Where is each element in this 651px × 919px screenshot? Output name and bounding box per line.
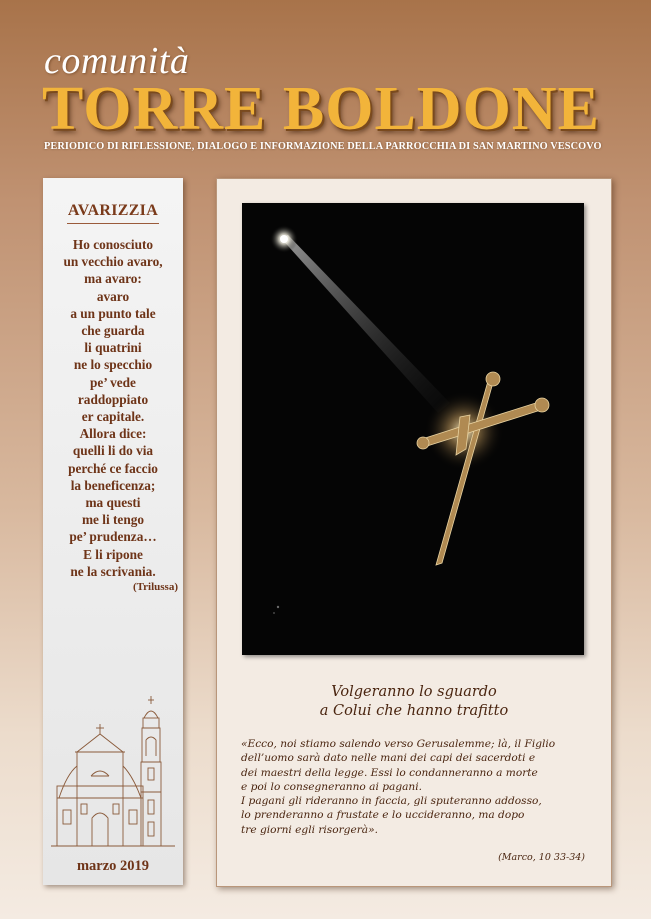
poem-line: E li ripone bbox=[83, 546, 143, 562]
main-panel bbox=[216, 178, 612, 887]
sidebar-title: AVARIZZIA bbox=[67, 202, 159, 219]
scripture-quote bbox=[241, 737, 591, 837]
poem-line: raddoppiato bbox=[77, 391, 149, 407]
poem-line: ma questi bbox=[85, 495, 141, 511]
masthead-tagline: PERIODICO DI RIFLESSIONE, DIALOGO E INFORMAZIONE DELLA PARROCCHIA DI SAN MARTINO VESCOVO bbox=[44, 141, 602, 152]
sidebar-title-rule bbox=[67, 223, 159, 224]
poem-line: me li tengo bbox=[81, 512, 145, 528]
quote-line: e poi lo consegneranno ai pagani. bbox=[241, 780, 423, 793]
masthead-title: TORRE BOLDONE bbox=[42, 75, 600, 143]
poem-line: avaro bbox=[96, 288, 130, 304]
caption-title bbox=[217, 683, 611, 721]
poem-line: Ho conosciuto bbox=[72, 237, 154, 252]
citation: (Marco, 10 33-34) bbox=[498, 852, 585, 863]
photo bbox=[242, 203, 584, 655]
poem bbox=[43, 236, 183, 580]
poem-line: a un punto tale bbox=[70, 305, 156, 321]
poem-line: ma avaro: bbox=[84, 271, 142, 287]
poem-line: un vecchio avaro, bbox=[63, 254, 163, 270]
poem-line: la beneficenza; bbox=[70, 477, 156, 493]
caption-line: Volgeranno lo sguardo bbox=[331, 684, 497, 700]
poem-line: quelli li do via bbox=[72, 443, 154, 459]
poem-line: pe’ prudenza… bbox=[69, 529, 157, 545]
poem-line: perché ce faccio bbox=[68, 460, 158, 476]
sidebar bbox=[43, 178, 183, 885]
poem-line: che guarda bbox=[81, 323, 145, 339]
masthead-subtitle: comunità bbox=[44, 40, 190, 82]
poem-line: li quatrini bbox=[84, 340, 142, 356]
poem-author: (Trilussa) bbox=[132, 581, 178, 593]
church-drawing-icon bbox=[51, 696, 175, 848]
quote-line: I pagani gli rideranno in faccia, gli sputeranno addosso, bbox=[241, 795, 542, 808]
crucifix-photo-icon bbox=[242, 203, 584, 655]
issue-date: marzo 2019 bbox=[76, 858, 150, 874]
quote-line: lo prenderanno a frustate e lo uccideranno, ma dopo bbox=[241, 809, 525, 822]
poem-line: ne lo specchio bbox=[73, 357, 153, 373]
caption-line: a Colui che hanno trafitto bbox=[319, 703, 509, 719]
poem-line: Allora dice: bbox=[79, 426, 147, 442]
poem-line: pe’ vede bbox=[90, 374, 136, 390]
quote-line: tre giorni egli risorgerà». bbox=[241, 823, 378, 836]
poem-line: ne la scrivania. bbox=[70, 563, 156, 579]
poem-line: er capitale. bbox=[81, 409, 145, 425]
quote-line: dell’uomo sarà dato nelle mani dei capi dei sacerdoti e bbox=[241, 752, 536, 765]
quote-line: dei maestri della legge. Essi lo condanneranno a morte bbox=[241, 766, 538, 779]
quote-line: «Ecco, noi stiamo salendo verso Gerusalemme; là, il Figlio bbox=[241, 738, 556, 750]
